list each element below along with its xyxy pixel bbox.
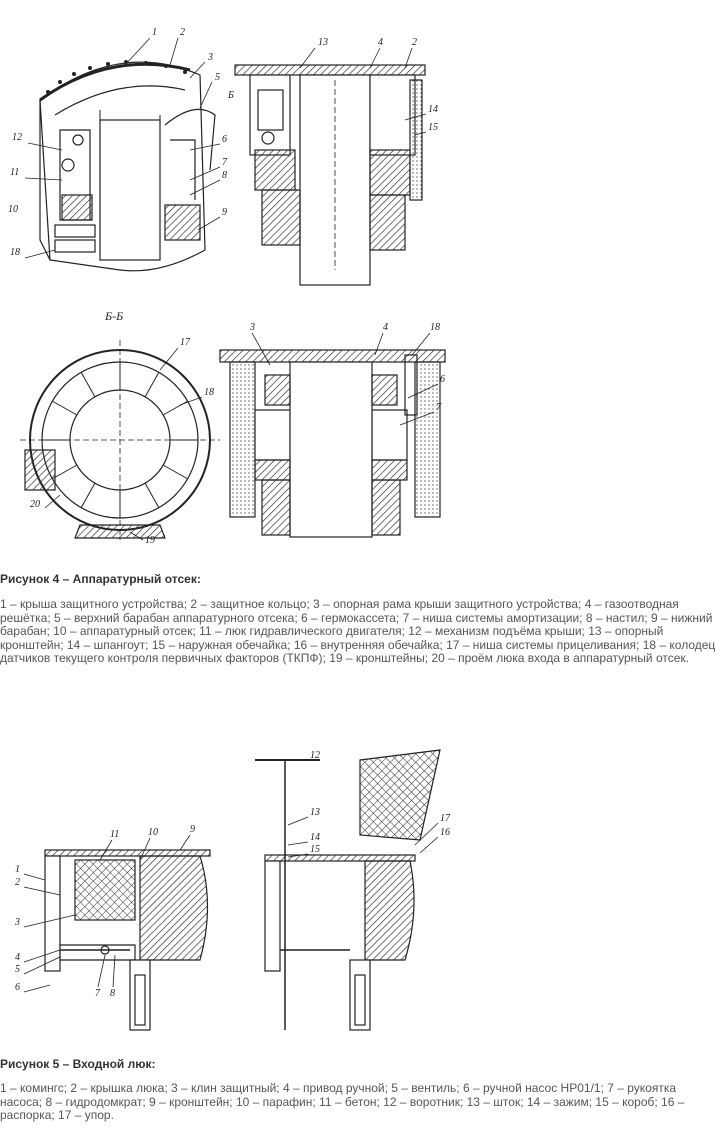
vertical-section-view <box>235 65 425 285</box>
callout: 17 <box>440 813 450 824</box>
callout: 6 <box>440 374 445 385</box>
callout: 17 <box>180 337 190 348</box>
callout: 10 <box>8 204 18 215</box>
callout: 4 <box>378 37 383 48</box>
callout: 16 <box>440 827 450 838</box>
callout: 18 <box>10 247 20 258</box>
callout: 1 <box>152 27 157 38</box>
callout: 15 <box>428 122 438 133</box>
cut-mark: Б <box>228 90 234 101</box>
callout: 3 <box>208 52 213 63</box>
callout: 9 <box>190 824 195 835</box>
callout: 7 <box>95 988 100 999</box>
callout: 5 <box>15 964 20 975</box>
callout: 2 <box>412 37 417 48</box>
section-title: Б-Б <box>105 309 124 323</box>
callout: 14 <box>310 832 320 843</box>
callout: 18 <box>430 322 440 333</box>
callout: 4 <box>383 322 388 333</box>
figure-4-drawing <box>0 20 460 560</box>
callout: 13 <box>310 807 320 818</box>
figure-5-drawing <box>0 745 460 1040</box>
hatch-closed-view <box>45 850 210 1030</box>
callout: 14 <box>428 104 438 115</box>
plan-section-view <box>20 340 220 540</box>
callout: 1 <box>15 864 20 875</box>
callout: 6 <box>15 982 20 993</box>
figure-4-legend: 1 – крыша защитного устройства; 2 – защитное кольцо; 3 – опорная рама крыши защитного устройства; 4 – газоотводная решётка; 5 – верхний барабан аппаратурного отсека; 6 – гермокассета; 7 – ниша системы амортизации; 8 – настил; 9 – нижний барабан; 10 – аппаратурный отсек; 11 – люк гидравлического двигателя; 12 – механизм подъёма крыши; 13 – опорный кронштейн; 14 – шпангоут; 15 – наружная обечайка; 16 – внутренняя обечайка; 17 – ниша системы прицеливания; 18 – колодец датчиков текущего контроля первичных факторов (ТКПФ); 19 – кронштейны; 20 – проём люка входа в аппаратурный отсек. <box>0 597 716 665</box>
callout: 5 <box>215 72 220 83</box>
callout: 9 <box>222 207 227 218</box>
callout: 11 <box>10 167 20 178</box>
callout: 13 <box>318 37 328 48</box>
callout: 6 <box>222 134 227 145</box>
callout: 8 <box>222 170 227 181</box>
callout: 10 <box>148 827 158 838</box>
callout: 20 <box>30 499 40 510</box>
callout: 7 <box>436 402 441 413</box>
hatch-open-view <box>255 750 440 1030</box>
callout: 7 <box>222 157 227 168</box>
callout: 15 <box>310 844 320 855</box>
callout: 12 <box>12 132 22 143</box>
callout: 12 <box>310 750 320 761</box>
callout: 18 <box>204 387 214 398</box>
figure-4-caption: Рисунок 4 – Аппаратурный отсек: <box>0 572 201 586</box>
callout: 2 <box>15 877 20 888</box>
callout: 4 <box>15 952 20 963</box>
callout: 19 <box>145 535 155 546</box>
figure-5-caption: Рисунок 5 – Входной люк: <box>0 1057 156 1071</box>
vertical-section-view-2 <box>220 350 445 537</box>
callout: 3 <box>15 917 20 928</box>
figure-5-legend: 1 – комингс; 2 – крышка люка; 3 – клин защитный; 4 – привод ручной; 5 – вентиль; 6 – ручной насос НР01/1; 7 – рукоятка насоса; 8 – гидродомкрат; 9 – кронштейн; 10 – парафин; 11 – бетон; 12 – воротник; 13 – шток; 14 – зажим; 15 – короб; 16 – распорка; 17 – упор. <box>0 1081 685 1122</box>
callout: 3 <box>250 322 255 333</box>
callout: 2 <box>180 27 185 38</box>
callout: 8 <box>110 988 115 999</box>
callout: 11 <box>110 829 120 840</box>
isometric-cutaway-view <box>40 60 215 271</box>
